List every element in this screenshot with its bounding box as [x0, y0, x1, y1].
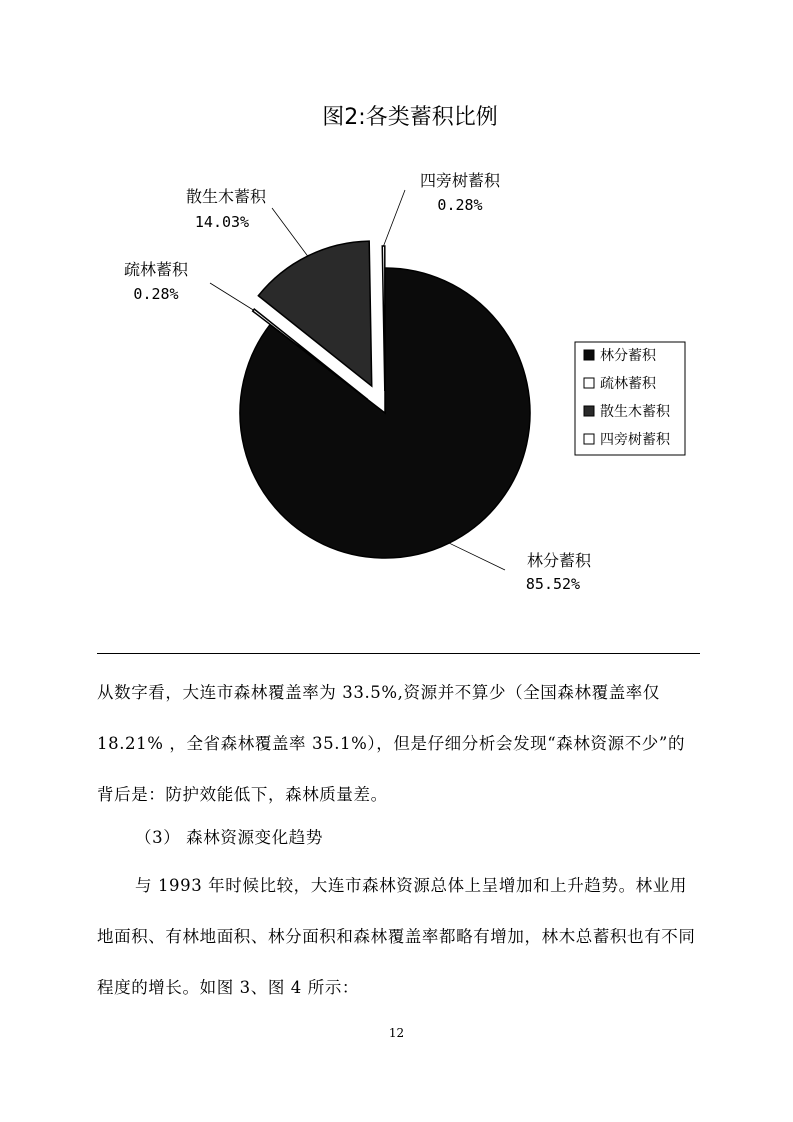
legend-label-sipangshu: 四旁树蓄积: [600, 432, 670, 448]
horizontal-rule: [97, 653, 700, 654]
leader-line-shulin: [210, 283, 253, 310]
leader-line-sipangshu: [384, 190, 405, 246]
label-name-sanshengmu: 散生木蓄积: [185, 187, 267, 206]
legend-swatch-sanshengmu: [584, 406, 594, 416]
legend-label-linfen: 林分蓄积: [600, 348, 656, 364]
legend-swatch-sipangshu: [584, 434, 594, 444]
label-pct-sanshengmu: 14.03%: [194, 213, 250, 231]
chart-title: 图2:各类蓄积比例: [322, 105, 498, 130]
label-pct-linfen: 85.52%: [525, 575, 581, 593]
legend-label-sanshengmu: 散生木蓄积: [600, 404, 670, 420]
label-pct-sipangshu: 0.28%: [437, 196, 483, 214]
label-name-linfen: 林分蓄积: [526, 551, 592, 570]
chart-legend: [575, 342, 685, 455]
label-name-shulin: 疏林蓄积: [123, 260, 189, 279]
section-heading-3: （3） 森林资源变化趋势: [135, 828, 323, 847]
label-pct-shulin: 0.28%: [133, 285, 179, 303]
leader-line-linfen: [449, 543, 505, 570]
legend-swatch-linfen: [584, 350, 594, 360]
paragraph-trend: 与 1993 年时候比较，大连市森林资源总体上呈增加和上升趋势。林业用地面积、有林地面积、林分面积和森林覆盖率都略有增加，林木总蓄积也有不同程度的增长。如图 3、图 4 所示：: [97, 876, 696, 997]
paragraph-coverage: 从数字看，大连市森林覆盖率为 33.5%,资源并不算少（全国森林覆盖率仅18.21% ，全省森林覆盖率 35.1%），但是仔细分析会发现“森林资源不少”的背后是：防护效能低下，森林质量差。: [97, 683, 686, 804]
legend-swatch-shulin: [584, 378, 594, 388]
page-number: 12: [388, 1026, 405, 1040]
leader-line-sanshengmu: [272, 208, 308, 256]
label-name-sipangshu: 四旁树蓄积: [419, 171, 501, 190]
pie-slice-sipangshu: [382, 246, 385, 391]
legend-label-shulin: 疏林蓄积: [600, 376, 656, 392]
